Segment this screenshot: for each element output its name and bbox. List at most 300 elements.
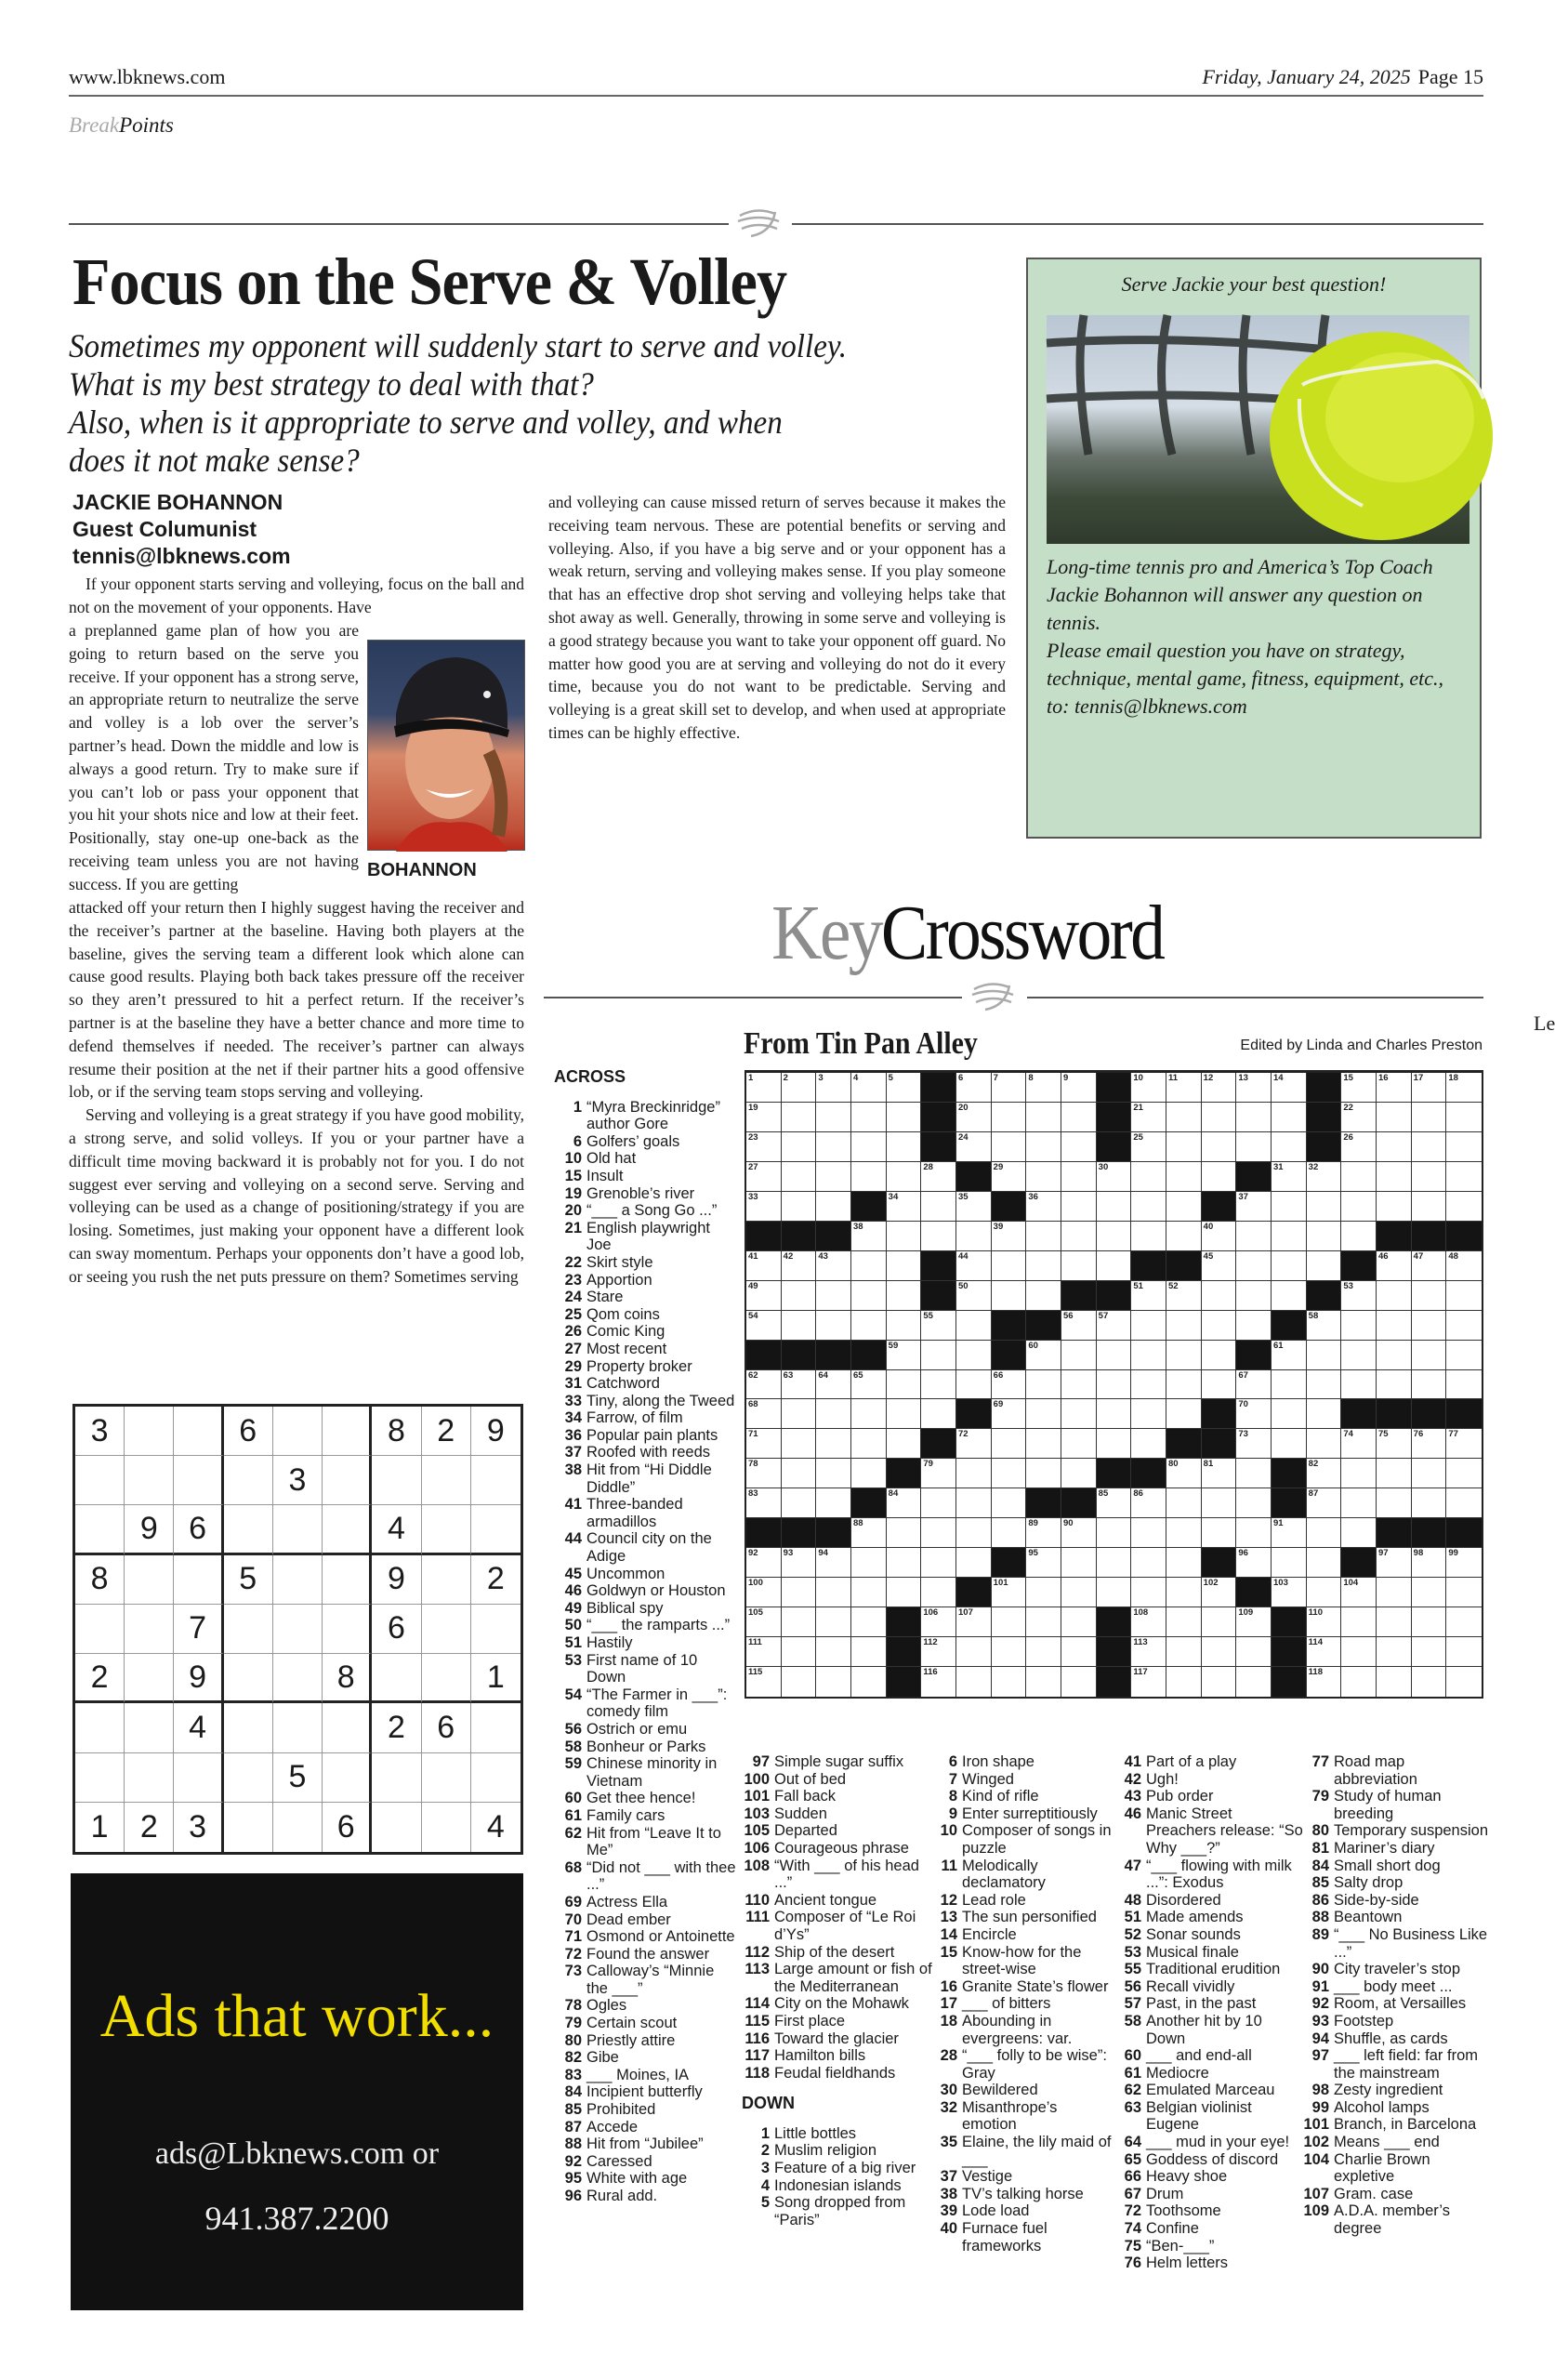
crossword-cell[interactable] (956, 1281, 992, 1311)
crossword-cell[interactable] (1377, 1667, 1412, 1697)
crossword-cell[interactable] (1026, 1162, 1061, 1192)
across-clue[interactable] (554, 2119, 736, 2136)
crossword-cell[interactable] (1377, 1192, 1412, 1222)
crossword-cell[interactable] (1236, 1399, 1272, 1429)
across-clue[interactable] (742, 2013, 932, 2030)
crossword-cell[interactable] (1202, 1518, 1237, 1548)
crossword-cell[interactable] (1202, 1370, 1237, 1400)
crossword-cell[interactable] (746, 1488, 782, 1518)
crossword-cell[interactable] (921, 1607, 956, 1637)
crossword-cell[interactable] (956, 1637, 992, 1667)
crossword-cell[interactable] (816, 1251, 851, 1281)
sudoku-cell[interactable] (224, 1605, 273, 1654)
across-clue[interactable] (554, 1185, 736, 1203)
across-clue[interactable] (554, 1617, 736, 1634)
down-clue[interactable] (929, 1771, 1115, 1789)
across-clue[interactable] (554, 1427, 736, 1445)
sudoku-cell[interactable] (422, 1753, 471, 1803)
sudoku-cell[interactable] (273, 1407, 323, 1456)
across-clue[interactable] (554, 1254, 736, 1272)
sudoku-cell[interactable] (471, 1703, 521, 1752)
across-clue[interactable] (742, 1788, 932, 1805)
crossword-cell[interactable] (1341, 1637, 1377, 1667)
crossword-cell[interactable] (782, 1073, 817, 1103)
crossword-cell[interactable] (1202, 1222, 1237, 1251)
down-clue[interactable] (742, 2125, 932, 2143)
crossword-cell[interactable] (1341, 1132, 1377, 1162)
crossword-cell[interactable] (1166, 1311, 1202, 1341)
crossword-cell[interactable] (956, 1222, 992, 1251)
crossword-cell[interactable] (1377, 1162, 1412, 1192)
crossword-cell[interactable] (1166, 1607, 1202, 1637)
across-clue[interactable] (742, 1753, 932, 1771)
crossword-cell[interactable] (992, 1607, 1027, 1637)
sudoku-cell[interactable] (323, 1555, 372, 1605)
down-clue[interactable] (1301, 2082, 1492, 2099)
crossword-cell[interactable] (1026, 1370, 1061, 1400)
sudoku-cell[interactable]: 1 (75, 1803, 125, 1852)
crossword-cell[interactable] (1412, 1281, 1447, 1311)
sudoku-cell[interactable]: 9 (174, 1654, 223, 1703)
crossword-cell[interactable] (1307, 1222, 1342, 1251)
crossword-cell[interactable] (1412, 1311, 1447, 1341)
crossword-cell[interactable] (746, 1548, 782, 1578)
crossword-cell[interactable] (1377, 1548, 1412, 1578)
crossword-cell[interactable] (782, 1459, 817, 1488)
sudoku-cell[interactable] (125, 1654, 174, 1703)
crossword-grid[interactable] (745, 1070, 1483, 1699)
down-clue[interactable] (929, 2134, 1115, 2168)
across-clue[interactable] (554, 2015, 736, 2032)
sudoku-cell[interactable] (75, 1456, 125, 1505)
crossword-cell[interactable] (746, 1429, 782, 1459)
crossword-cell[interactable] (1202, 1637, 1237, 1667)
crossword-cell[interactable] (816, 1281, 851, 1311)
across-clue[interactable] (742, 2065, 932, 2082)
crossword-cell[interactable] (782, 1132, 817, 1162)
down-clue[interactable] (1114, 2220, 1304, 2238)
across-clue[interactable] (742, 2030, 932, 2048)
crossword-cell[interactable] (1377, 1103, 1412, 1132)
crossword-cell[interactable] (1341, 1192, 1377, 1222)
across-clue[interactable] (554, 2170, 736, 2188)
across-clue[interactable] (554, 1461, 736, 1496)
sudoku-cell[interactable] (224, 1456, 273, 1505)
sudoku-cell[interactable] (471, 1605, 521, 1654)
crossword-cell[interactable] (921, 1162, 956, 1192)
crossword-cell[interactable] (1131, 1073, 1166, 1103)
crossword-cell[interactable] (1166, 1073, 1202, 1103)
crossword-cell[interactable] (1131, 1311, 1166, 1341)
sudoku-cell[interactable] (75, 1605, 125, 1654)
crossword-cell[interactable] (746, 1132, 782, 1162)
down-clue[interactable] (1114, 2168, 1304, 2186)
crossword-cell[interactable] (1026, 1103, 1061, 1132)
across-clue[interactable] (554, 1790, 736, 1807)
sudoku-cell[interactable] (125, 1753, 174, 1803)
crossword-cell[interactable] (1166, 1341, 1202, 1370)
across-clue[interactable] (554, 1202, 736, 1220)
across-clue[interactable] (554, 1150, 736, 1168)
crossword-cell[interactable] (1412, 1459, 1447, 1488)
crossword-cell[interactable] (1272, 1162, 1307, 1192)
crossword-cell[interactable] (1026, 1578, 1061, 1607)
crossword-cell[interactable] (1166, 1103, 1202, 1132)
across-clue[interactable] (742, 1944, 932, 1962)
down-clue[interactable] (1114, 1805, 1304, 1858)
crossword-cell[interactable] (1377, 1607, 1412, 1637)
crossword-cell[interactable] (1446, 1578, 1482, 1607)
crossword-cell[interactable] (992, 1518, 1027, 1548)
crossword-cell[interactable] (782, 1637, 817, 1667)
sudoku-cell[interactable]: 8 (372, 1407, 421, 1456)
across-clue[interactable] (554, 2135, 736, 2153)
across-clue[interactable] (554, 1133, 736, 1151)
crossword-cell[interactable] (1026, 1459, 1061, 1488)
crossword-cell[interactable] (992, 1222, 1027, 1251)
sudoku-cell[interactable] (125, 1605, 174, 1654)
crossword-cell[interactable] (1377, 1637, 1412, 1667)
crossword-cell[interactable] (1061, 1341, 1097, 1370)
down-clue[interactable] (1114, 2099, 1304, 2134)
sudoku-cell[interactable]: 2 (372, 1703, 421, 1752)
crossword-cell[interactable] (992, 1281, 1027, 1311)
crossword-cell[interactable] (1236, 1548, 1272, 1578)
across-clue[interactable] (554, 1306, 736, 1324)
sudoku-cell[interactable] (75, 1703, 125, 1752)
across-clue[interactable] (742, 1805, 932, 1823)
crossword-cell[interactable] (1166, 1637, 1202, 1667)
down-clue[interactable] (742, 2194, 932, 2228)
crossword-cell[interactable] (1412, 1162, 1447, 1192)
down-clue[interactable] (1301, 1822, 1492, 1840)
crossword-cell[interactable] (1307, 1311, 1342, 1341)
down-clue[interactable] (929, 1944, 1115, 1978)
crossword-cell[interactable] (1131, 1637, 1166, 1667)
crossword-cell[interactable] (1061, 1667, 1097, 1697)
down-clue[interactable] (1301, 1926, 1492, 1961)
crossword-cell[interactable] (1412, 1548, 1447, 1578)
across-clue[interactable] (554, 1530, 736, 1565)
across-clue[interactable] (554, 1928, 736, 1946)
sudoku-cell[interactable] (372, 1654, 421, 1703)
down-clue[interactable] (742, 2160, 932, 2177)
crossword-cell[interactable] (1166, 1222, 1202, 1251)
sudoku-cell[interactable]: 5 (224, 1555, 273, 1605)
crossword-cell[interactable] (1307, 1429, 1342, 1459)
crossword-cell[interactable] (1341, 1667, 1377, 1697)
crossword-cell[interactable] (1412, 1251, 1447, 1281)
crossword-cell[interactable] (746, 1607, 782, 1637)
sudoku-cell[interactable] (372, 1456, 421, 1505)
crossword-cell[interactable] (1446, 1251, 1482, 1281)
crossword-cell[interactable] (1341, 1162, 1377, 1192)
crossword-cell[interactable] (1026, 1518, 1061, 1548)
crossword-cell[interactable] (1307, 1637, 1342, 1667)
crossword-cell[interactable] (1061, 1132, 1097, 1162)
crossword-cell[interactable] (1446, 1370, 1482, 1400)
crossword-cell[interactable] (1446, 1132, 1482, 1162)
down-clue[interactable] (1114, 2134, 1304, 2151)
crossword-cell[interactable] (851, 1518, 887, 1548)
crossword-cell[interactable] (956, 1132, 992, 1162)
crossword-cell[interactable] (1377, 1251, 1412, 1281)
crossword-cell[interactable] (992, 1073, 1027, 1103)
crossword-cell[interactable] (1272, 1578, 1307, 1607)
crossword-cell[interactable] (921, 1311, 956, 1341)
across-clue[interactable] (554, 1894, 736, 1911)
crossword-cell[interactable] (816, 1162, 851, 1192)
down-clue[interactable] (1114, 1961, 1304, 1978)
crossword-cell[interactable] (887, 1132, 922, 1162)
crossword-cell[interactable] (992, 1251, 1027, 1281)
crossword-cell[interactable] (1026, 1281, 1061, 1311)
across-clue[interactable] (742, 1822, 932, 1840)
crossword-cell[interactable] (1272, 1341, 1307, 1370)
crossword-cell[interactable] (956, 1429, 992, 1459)
crossword-cell[interactable] (1131, 1578, 1166, 1607)
crossword-cell[interactable] (1061, 1399, 1097, 1429)
crossword-cell[interactable] (1202, 1073, 1237, 1103)
crossword-cell[interactable] (851, 1548, 887, 1578)
crossword-cell[interactable] (1307, 1370, 1342, 1400)
crossword-cell[interactable] (1202, 1488, 1237, 1518)
crossword-cell[interactable] (1272, 1192, 1307, 1222)
crossword-cell[interactable] (782, 1667, 817, 1697)
across-clue[interactable] (554, 1393, 736, 1410)
crossword-cell[interactable] (921, 1222, 956, 1251)
crossword-cell[interactable] (816, 1073, 851, 1103)
down-clue[interactable] (929, 2202, 1115, 2220)
crossword-cell[interactable] (851, 1399, 887, 1429)
crossword-cell[interactable] (782, 1578, 817, 1607)
across-clue[interactable] (554, 1272, 736, 1289)
across-clue[interactable] (554, 2188, 736, 2205)
crossword-cell[interactable] (956, 1548, 992, 1578)
crossword-cell[interactable] (1097, 1341, 1132, 1370)
crossword-cell[interactable] (1097, 1429, 1132, 1459)
crossword-cell[interactable] (921, 1459, 956, 1488)
crossword-cell[interactable] (1341, 1311, 1377, 1341)
crossword-cell[interactable] (1236, 1073, 1272, 1103)
crossword-cell[interactable] (1026, 1192, 1061, 1222)
down-clue[interactable] (1114, 1771, 1304, 1789)
across-clue[interactable] (742, 2047, 932, 2065)
across-clue[interactable] (554, 1946, 736, 1964)
crossword-cell[interactable] (816, 1488, 851, 1518)
crossword-cell[interactable] (1202, 1459, 1237, 1488)
crossword-cell[interactable] (1097, 1399, 1132, 1429)
crossword-cell[interactable] (816, 1637, 851, 1667)
sudoku-cell[interactable]: 8 (75, 1555, 125, 1605)
crossword-cell[interactable] (1061, 1548, 1097, 1578)
crossword-cell[interactable] (1166, 1370, 1202, 1400)
crossword-cell[interactable] (921, 1341, 956, 1370)
crossword-cell[interactable] (1061, 1311, 1097, 1341)
crossword-cell[interactable] (782, 1429, 817, 1459)
sudoku-cell[interactable] (323, 1703, 372, 1752)
crossword-cell[interactable] (1097, 1518, 1132, 1548)
down-clue[interactable] (929, 2013, 1115, 2047)
crossword-cell[interactable] (921, 1637, 956, 1667)
across-clue[interactable] (554, 1739, 736, 1756)
crossword-cell[interactable] (1446, 1637, 1482, 1667)
ad-email[interactable]: ads@Lbknews.com or (154, 2136, 440, 2171)
crossword-cell[interactable] (1202, 1341, 1237, 1370)
crossword-cell[interactable] (1097, 1222, 1132, 1251)
crossword-cell[interactable] (1166, 1548, 1202, 1578)
crossword-cell[interactable] (992, 1459, 1027, 1488)
crossword-cell[interactable] (1236, 1607, 1272, 1637)
sudoku-cell[interactable] (422, 1555, 471, 1605)
crossword-cell[interactable] (992, 1370, 1027, 1400)
crossword-cell[interactable] (992, 1162, 1027, 1192)
crossword-cell[interactable] (1236, 1518, 1272, 1548)
crossword-cell[interactable] (782, 1548, 817, 1578)
down-clue[interactable] (1301, 1874, 1492, 1892)
crossword-cell[interactable] (1341, 1578, 1377, 1607)
crossword-cell[interactable] (1341, 1222, 1377, 1251)
across-clue[interactable] (554, 2101, 736, 2119)
crossword-cell[interactable] (1166, 1488, 1202, 1518)
crossword-cell[interactable] (1446, 1429, 1482, 1459)
down-clue[interactable] (1301, 1995, 1492, 2013)
crossword-cell[interactable] (746, 1399, 782, 1429)
crossword-cell[interactable] (816, 1548, 851, 1578)
down-clue[interactable] (1114, 2254, 1304, 2272)
crossword-cell[interactable] (782, 1281, 817, 1311)
crossword-cell[interactable] (1236, 1667, 1272, 1697)
crossword-cell[interactable] (816, 1132, 851, 1162)
crossword-cell[interactable] (1166, 1192, 1202, 1222)
crossword-cell[interactable] (782, 1162, 817, 1192)
crossword-cell[interactable] (1341, 1607, 1377, 1637)
sudoku-cell[interactable]: 7 (174, 1605, 223, 1654)
crossword-cell[interactable] (1307, 1399, 1342, 1429)
crossword-cell[interactable] (1412, 1073, 1447, 1103)
crossword-cell[interactable] (1307, 1251, 1342, 1281)
sudoku-cell[interactable] (273, 1555, 323, 1605)
sudoku-cell[interactable] (273, 1654, 323, 1703)
advertisement[interactable] (71, 1873, 523, 2310)
crossword-cell[interactable] (1026, 1548, 1061, 1578)
sudoku-cell[interactable]: 3 (75, 1407, 125, 1456)
down-clue[interactable] (1114, 2238, 1304, 2255)
crossword-cell[interactable] (851, 1281, 887, 1311)
sudoku-cell[interactable] (125, 1456, 174, 1505)
crossword-cell[interactable] (887, 1311, 922, 1341)
crossword-cell[interactable] (1061, 1222, 1097, 1251)
sudoku-cell[interactable]: 3 (273, 1456, 323, 1505)
crossword-cell[interactable] (992, 1667, 1027, 1697)
across-clue[interactable] (554, 1634, 736, 1652)
across-clue[interactable] (554, 1496, 736, 1530)
crossword-cell[interactable] (1097, 1162, 1132, 1192)
crossword-cell[interactable] (887, 1341, 922, 1370)
crossword-cell[interactable] (1131, 1548, 1166, 1578)
across-clue[interactable] (742, 1909, 932, 1943)
crossword-cell[interactable] (1061, 1578, 1097, 1607)
down-clue[interactable] (1114, 1995, 1304, 2013)
crossword-cell[interactable] (887, 1073, 922, 1103)
crossword-cell[interactable] (1236, 1311, 1272, 1341)
crossword-cell[interactable] (1272, 1132, 1307, 1162)
down-clue[interactable] (1114, 1909, 1304, 1926)
crossword-cell[interactable] (746, 1311, 782, 1341)
sudoku-cell[interactable]: 2 (422, 1407, 471, 1456)
crossword-cell[interactable] (816, 1399, 851, 1429)
down-clue[interactable] (1301, 2099, 1492, 2117)
crossword-cell[interactable] (887, 1429, 922, 1459)
crossword-cell[interactable] (1377, 1578, 1412, 1607)
across-clue[interactable] (554, 1358, 736, 1376)
crossword-cell[interactable] (1412, 1192, 1447, 1222)
down-clue[interactable] (1301, 2047, 1492, 2082)
crossword-cell[interactable] (992, 1578, 1027, 1607)
crossword-cell[interactable] (851, 1429, 887, 1459)
crossword-cell[interactable] (1446, 1548, 1482, 1578)
crossword-cell[interactable] (1236, 1251, 1272, 1281)
sudoku-cell[interactable] (273, 1605, 323, 1654)
sudoku-cell[interactable] (125, 1703, 174, 1752)
crossword-cell[interactable] (1061, 1459, 1097, 1488)
down-clue[interactable] (742, 2177, 932, 2195)
crossword-cell[interactable] (1131, 1399, 1166, 1429)
crossword-cell[interactable] (1061, 1429, 1097, 1459)
crossword-cell[interactable] (1131, 1103, 1166, 1132)
crossword-cell[interactable] (1341, 1341, 1377, 1370)
crossword-cell[interactable] (746, 1251, 782, 1281)
across-clue[interactable] (554, 1323, 736, 1341)
crossword-cell[interactable] (1166, 1459, 1202, 1488)
crossword-cell[interactable] (1166, 1578, 1202, 1607)
crossword-cell[interactable] (921, 1488, 956, 1518)
crossword-cell[interactable] (1377, 1073, 1412, 1103)
crossword-cell[interactable] (851, 1667, 887, 1697)
sudoku-cell[interactable]: 9 (372, 1555, 421, 1605)
crossword-cell[interactable] (1412, 1370, 1447, 1400)
down-clue[interactable] (1114, 1892, 1304, 1910)
crossword-cell[interactable] (1236, 1488, 1272, 1518)
crossword-cell[interactable] (1377, 1459, 1412, 1488)
crossword-cell[interactable] (851, 1459, 887, 1488)
down-clue[interactable] (929, 2099, 1115, 2134)
crossword-cell[interactable] (851, 1132, 887, 1162)
down-clue[interactable] (929, 1926, 1115, 1944)
across-clue[interactable] (554, 1444, 736, 1461)
crossword-cell[interactable] (1131, 1429, 1166, 1459)
down-clue[interactable] (929, 2220, 1115, 2254)
down-clue[interactable] (1301, 2202, 1492, 2237)
across-clue[interactable] (554, 1997, 736, 2015)
sudoku-cell[interactable] (422, 1654, 471, 1703)
crossword-cell[interactable] (1097, 1251, 1132, 1281)
crossword-cell[interactable] (1307, 1518, 1342, 1548)
crossword-cell[interactable] (1061, 1162, 1097, 1192)
crossword-cell[interactable] (956, 1370, 992, 1400)
crossword-cell[interactable] (1026, 1222, 1061, 1251)
crossword-cell[interactable] (1307, 1341, 1342, 1370)
crossword-cell[interactable] (956, 1488, 992, 1518)
crossword-cell[interactable] (887, 1370, 922, 1400)
across-clue[interactable] (742, 1840, 932, 1858)
sudoku-cell[interactable] (323, 1605, 372, 1654)
across-clue[interactable] (554, 1963, 736, 1997)
crossword-cell[interactable] (746, 1073, 782, 1103)
crossword-cell[interactable] (1061, 1103, 1097, 1132)
across-clue[interactable] (554, 2067, 736, 2084)
crossword-cell[interactable] (851, 1103, 887, 1132)
